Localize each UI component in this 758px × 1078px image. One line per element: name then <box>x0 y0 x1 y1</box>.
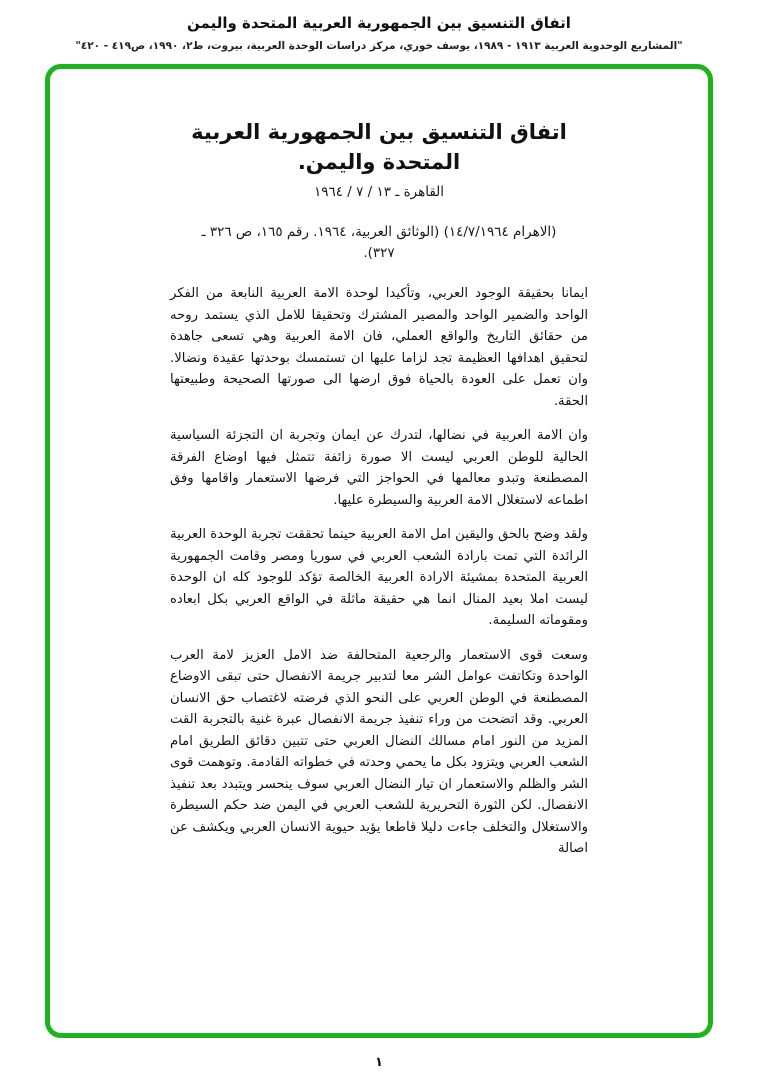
running-head-title: اتفاق التنسيق بين الجمهورية العربية المتحدة واليمن <box>187 14 571 32</box>
document-paragraphs <box>170 283 588 860</box>
green-border-frame <box>45 64 713 1038</box>
paragraph: وان الامة العربية في نضالها، لتدرك عن ايمان وتجربة ان التجزئة السياسية الحالية للوطن العربي ليست الا صورة زائفة تتمثل فيها اوضاع الفرقة المصطنعة وتبدو معالمها في الحواجز التي فرضها الاستعمار واقامها وفق اطماعه لاستغلال الامة العربية والسيطرة عليها. <box>170 428 588 508</box>
running-head-citation: "المشاريع الوحدوية العربية ١٩١٣ - ١٩٨٩، يوسف خوري، مركز دراسات الوحدة العربية، بيروت، ط٢، ١٩٩٠، ص٤١٩ - ٤٢٠" <box>75 40 683 52</box>
paragraph: وسعت قوى الاستعمار والرجعية المتحالفة ضد الامل العزيز لامة العرب الواحدة وتكاتفت عوامل الشر معا لتدبير جريمة الانفصال حتى تبقى الاوضاع المصطنعة في الوطن العربي على النحو الذي فرضته لاغتصاب حق الانسان العربي. وقد اتضحت من وراء تنفيذ جريمة الانفصال عبرة غنية بالتجربة القت المزيد من النور امام مسالك النضال العربي حتى تتبين دقائق الطريق امام الشعب العربي ويتزود بكل ما يحمي وحدته في خطواته القادمة. وتوهمت قوى الشر والظلم والاستعمار ان تيار النضال العربي سوف ينحسر ويتبدد بعد تنفيذ الانفصال. لكن الثورة التحريرية للشعب العربي في اليمن ضد حكم السيطرة والاستغلال والتخلف جاءت دليلا قاطعا يؤيد حيوية الانسان العربي ويكشف عن اصالة <box>170 647 588 857</box>
document-title-line1: اتفاق التنسيق بين الجمهورية العربية <box>191 120 567 144</box>
page-header <box>0 0 758 52</box>
page-number: ١ <box>375 1055 383 1070</box>
document-content <box>170 117 588 860</box>
paragraph: ولقد وضح بالحق واليقين امل الامة العربية حينما تحققت تجربة الوحدة العربية الرائدة التي تمت بارادة الشعب العربي في سوريا ومصر وقامت الجمهورية العربية المتحدة بمشيئة الارادة العربية الخالصة تؤكد للوجود كله ان الوحدة ليست املا بعيد المنال انما هي حقيقة ماثلة في الواقع العربي بكل ابعاده ومقوماته السليمة. <box>170 527 588 629</box>
document-source-citation: (الاهرام ١٤/٧/١٩٦٤) (الوثائق العربية، ١٩٦٤. رقم ١٦٥، ص ٣٢٦ ـ ٣٢٧). <box>201 223 557 262</box>
paragraph: ايمانا بحقيقة الوجود العربي، وتأكيدا لوحدة الامة العربية النابعة من الفكر الواحد والضمير الواحد والمصير المشترك وتحقيقا للامل الذي يستمد روحه من حقائق التاريخ والواقع العملي، فان الامة العربية وهي تسعى جاهدة لتحقيق اهدافها العظيمة تجد لزاما عليها ان تستمسك بوحدتها عقيدة ونضالا. وان تعمل على العودة بالحياة فوق ارضها الى صورتها الصحيحة وطبيعتها الحقة. <box>170 286 588 409</box>
document-title <box>170 117 588 178</box>
document-dateline: القاهرة ـ ١٣ / ٧ / ١٩٦٤ <box>313 183 445 200</box>
document-title-line2: المتحدة واليمن. <box>297 150 461 175</box>
